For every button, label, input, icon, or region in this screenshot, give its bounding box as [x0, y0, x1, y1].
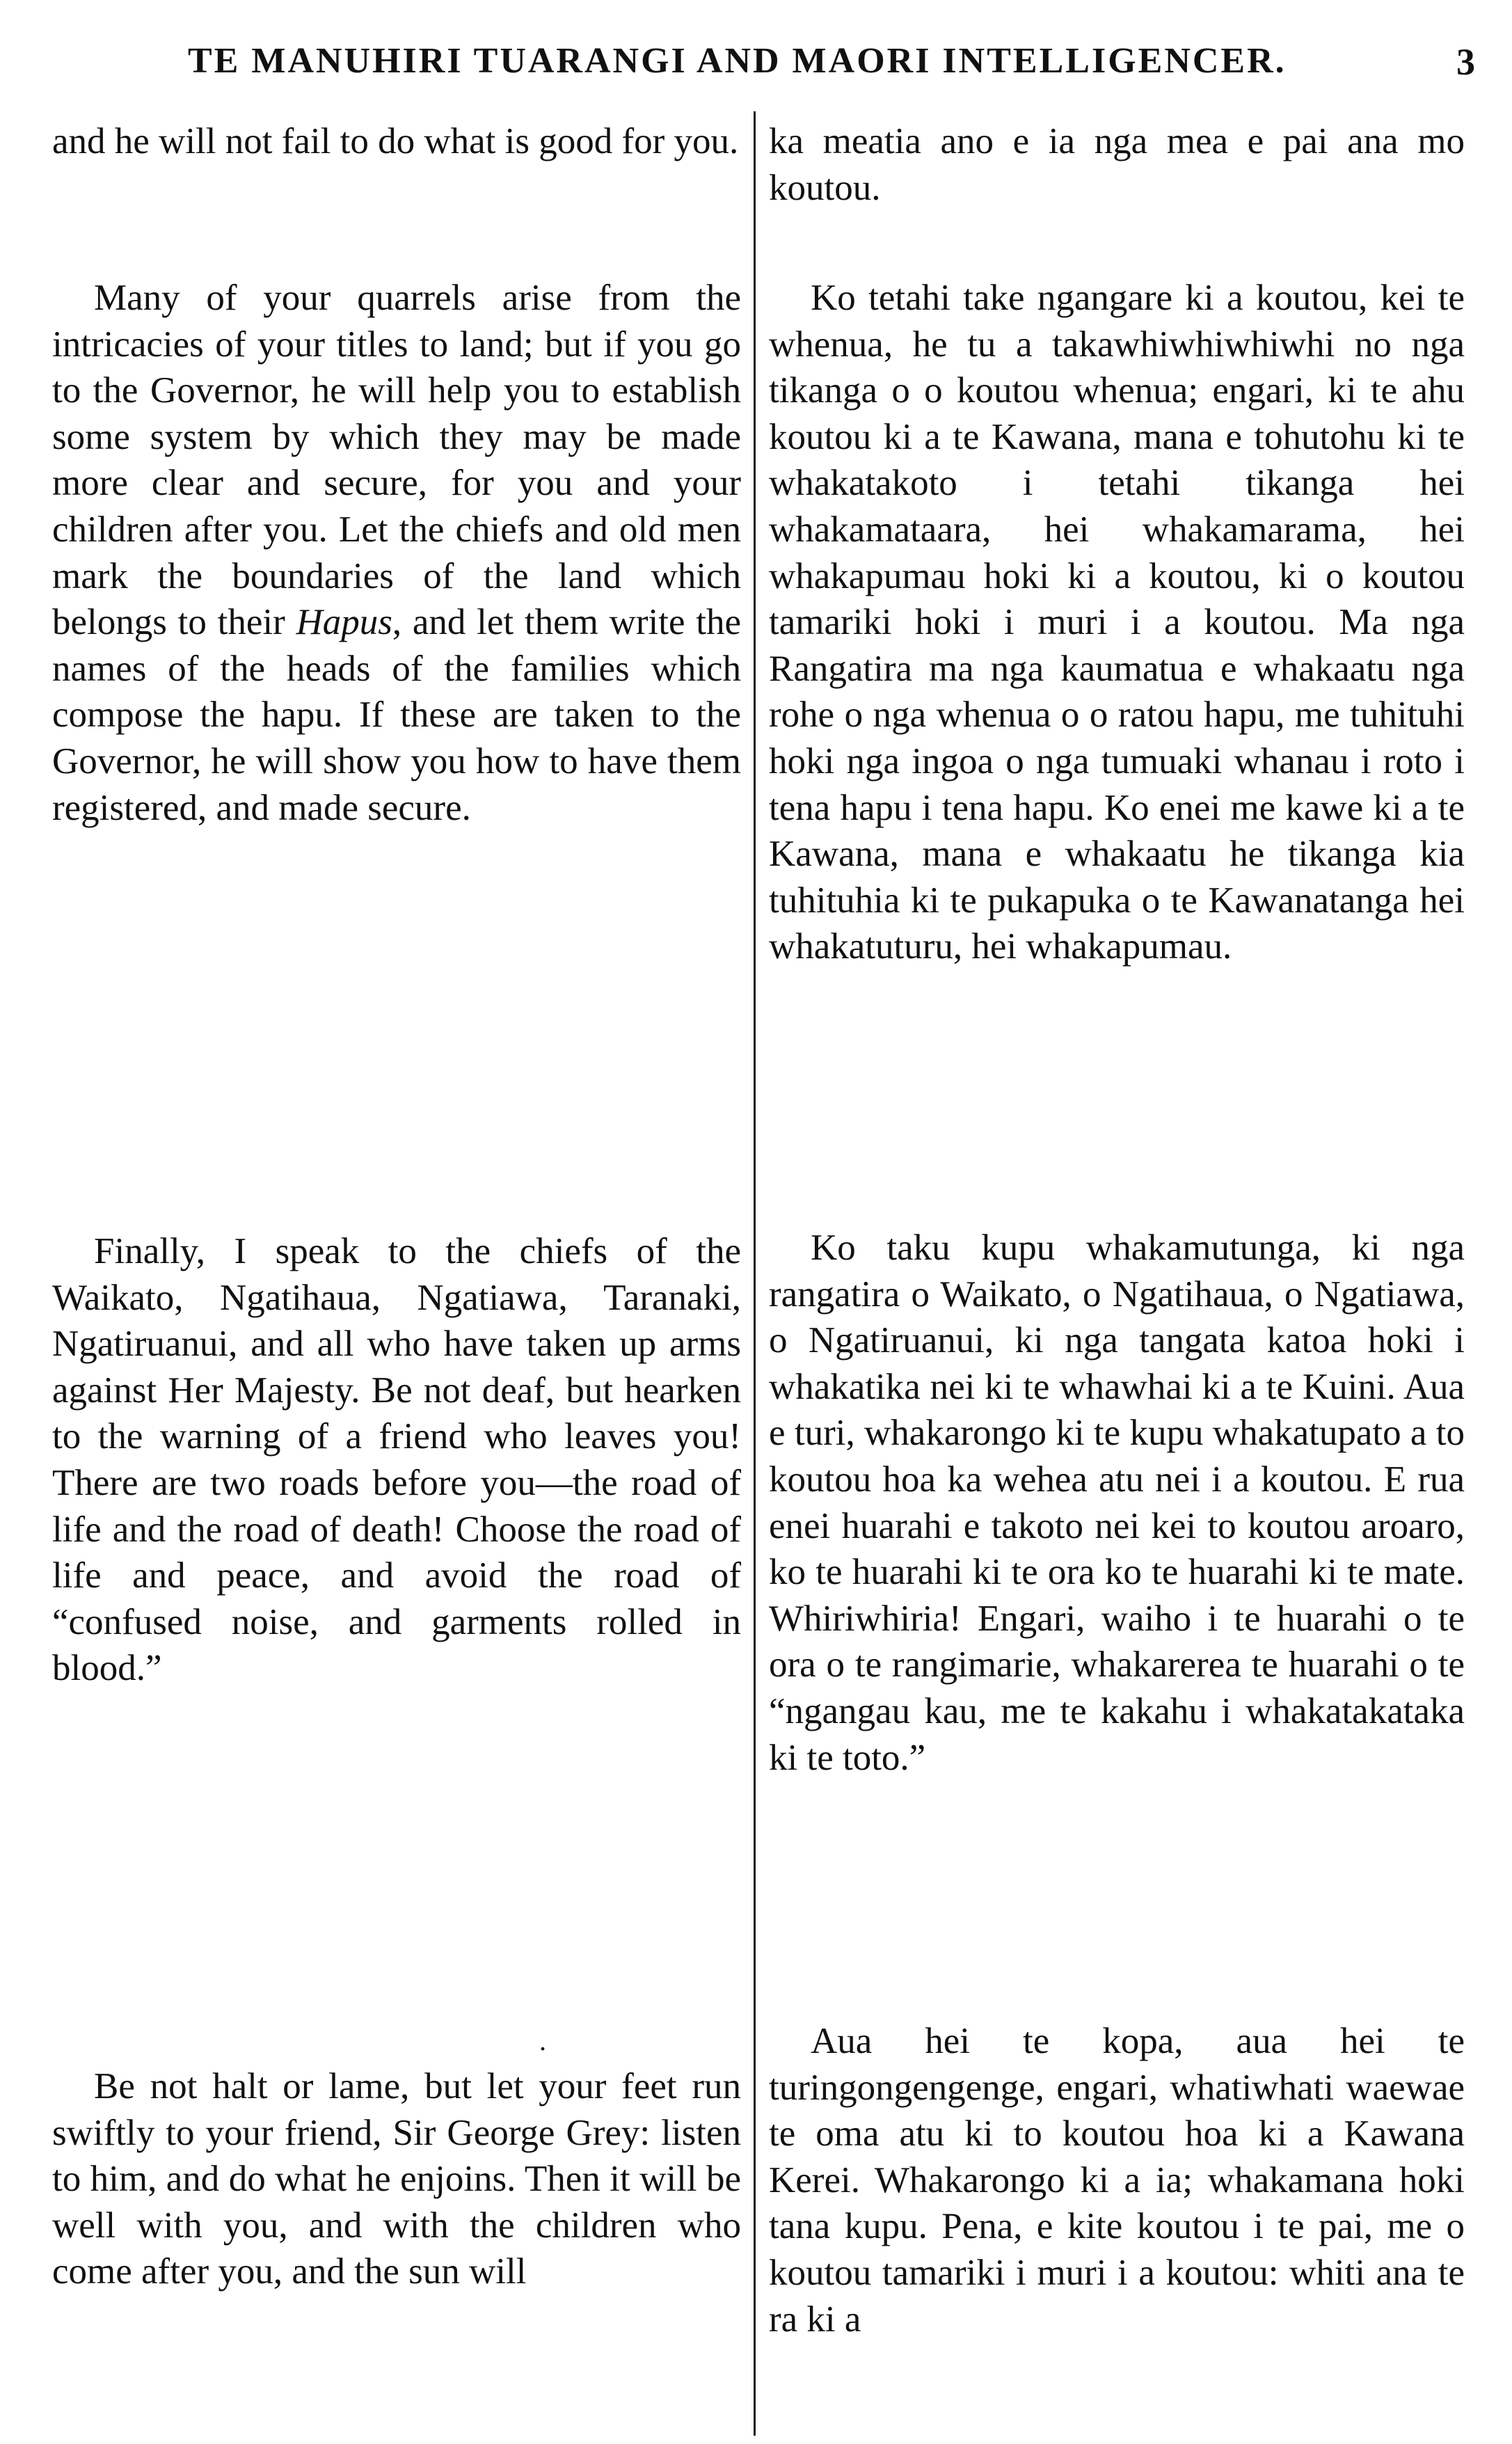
page-number: 3 [1456, 41, 1475, 83]
maori-paragraph-1-text: ka meatia ano e ia nga mea e pai ana mo koutou. [769, 121, 1465, 208]
english-paragraph-1-text: and he will not fail to do what is good for you. [52, 121, 739, 161]
english-paragraph-3-text: Finally, I speak to the chiefs of the Waikato, Ngatihaua, Ngatiawa, Taranaki, Ngatiruanui, and all who have taken up arms against Her Majesty. Be not deaf, but hearken to the warning of a friend who leaves you! There are two roads before you—the road of life and the road of death! Choose the road of life and peace, and avoid the road of “confused noise, and garments rolled in blood.” [52, 1231, 741, 1689]
english-paragraph-2 [52, 275, 741, 831]
page-header [42, 40, 1475, 89]
maori-paragraph-2 [769, 275, 1465, 970]
english-paragraph-2-part-a: Many of your quarrels arise from the intricacies of your titles to land; but if you go to the Governor, he will help you to establish some system by which they may be made more clear and secure, for you and your children after you. Let the chiefs and old men mark the boundaries of the land which belongs to their [52, 278, 741, 643]
running-title: TE MANUHIRI TUARANGI AND MAORI INTELLIGENCER. [188, 41, 1287, 81]
english-paragraph-3 [52, 1228, 741, 1692]
english-paragraph-2-text [52, 275, 741, 831]
maori-paragraph-4 [769, 2018, 1465, 2342]
column-divider [754, 111, 756, 2436]
maori-paragraph-4-text: Aua hei te kopa, aua hei te turingongengenge, engari, whatiwhati waewae te oma atu ki to koutou hoa ki a Kawana Kerei. Whakarongo ki a ia; whakamana hoki tana kupu. Pena, e kite koutou i te pai, me o koutou tamariki i muri i a koutou: whiti ana te ra ki a [769, 2021, 1465, 2340]
english-paragraph-4 [52, 2063, 741, 2295]
maori-paragraph-3-text: Ko taku kupu whakamutunga, ki nga rangatira o Waikato, o Ngatihaua, o Ngatiawa, o Ngatiruanui, ki nga tangata katoa hoki i whakatika nei ki te whawhai ki a te Kuini. Aua e turi, whakarongo ki te kupu whakatupato a to koutou hoa ka wehea atu nei i a koutou. E rua enei huarahi e takoto nei kei to koutou aroaro, ko te huarahi ki te ora ko te huarahi ki te mate. Whiriwhiria! Engari, waiho i te huarahi o te ora o te rangimarie, whakarerea te huarahi o te “ngangau kau, me te kakahu i whakatakataka ki te toto.” [769, 1228, 1465, 1778]
english-paragraph-2-part-b: , and let them write the names of the heads of the families which compose the hapu. If these are taken to the Governor, he will show you how to have them registered, and made secure. [52, 602, 741, 828]
maori-paragraph-2-text: Ko tetahi take ngangare ki a koutou, kei te whenua, he tu a takawhiwhiwhiwhi no nga tikanga o o koutou whenua; engari, ki te ahu koutou ki a te Kawana, mana e tohutohu ki te whakatakoto i tetahi tikanga hei whakamataara, hei whakamarama, hei whakapumau hoki ki a koutou, ki o koutou tamariki hoki i muri i a koutou. Ma nga Rangatira ma nga kaumatua e whakaatu nga rohe o nga whenua o o ratou hapu, me tuhituhi hoki nga ingoa o nga tumuaki whanau i roto i tena hapu i tena hapu. Ko enei me kawe ki a te Kawana, mana e whakaatu he tikanga kia tuhituhia ki te pukapuka o te Kawanatanga hei whakatuturu, hei whakapumau. [769, 278, 1465, 967]
hapus-italic-word: Hapus [296, 602, 392, 643]
english-paragraph-1 [52, 118, 741, 165]
stray-mark: . [539, 2025, 546, 2056]
maori-paragraph-1 [769, 118, 1465, 211]
maori-paragraph-3 [769, 1225, 1465, 1781]
english-paragraph-4-text: Be not halt or lame, but let your feet run swiftly to your friend, Sir George Grey: listen to him, and do what he enjoins. Then it will be well with you, and with the children who come after you, and the sun will [52, 2066, 741, 2292]
